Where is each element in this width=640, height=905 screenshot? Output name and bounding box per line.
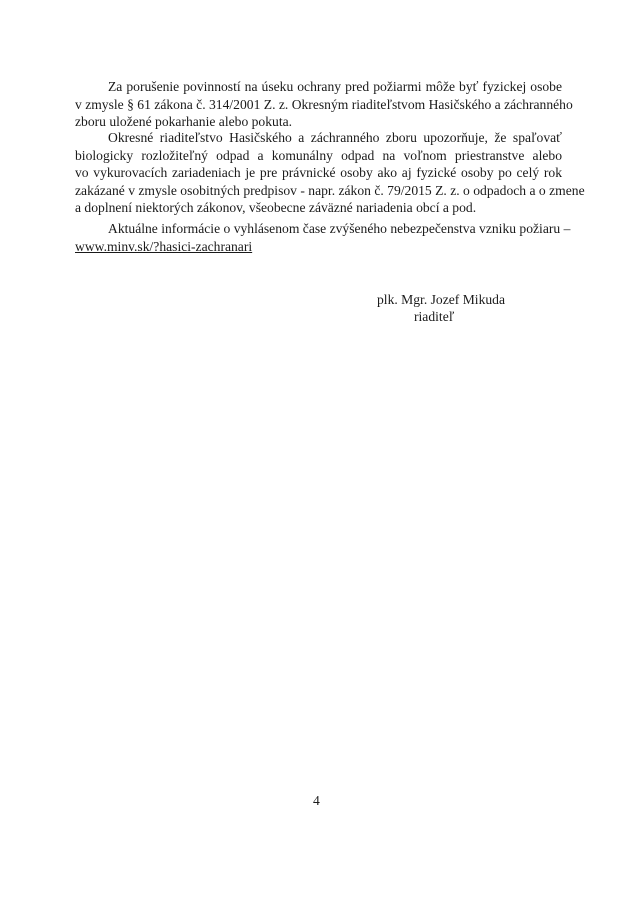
paragraph-line: Za porušenie povinností na úseku ochrany pred požiarmi môže byť fyzickej osobe [108,79,562,94]
paragraph-line [75,238,562,256]
paragraph-line: zakázané v zmysle osobitných predpisov - napr. zákon č. 79/2015 Z. z. o odpadoch a o zmene [75,182,585,198]
paragraph-line: a doplnení niektorých zákonov, všeobecne záväzné nariadenia obcí a pod. [75,200,477,216]
paragraph-line: vo vykurovacích zariadeniach je pre právnické osoby ako aj fyzické osoby po celý rok [75,165,562,181]
signature-name: plk. Mgr. Jozef Mikuda [377,292,505,307]
paragraph-line: zboru uložené pokarhanie alebo pokuta. [75,114,293,130]
paragraph-line: Okresné riaditeľstvo Hasičského a záchranného zboru upozorňuje, že spaľovať [108,130,562,145]
ministry-website-link[interactable]: www.minv.sk/?hasici-zachranari [75,238,253,254]
signature-title: riaditeľ [414,309,455,324]
paragraph-line: Aktuálne informácie o vyhlásenom čase zvýšeného nebezpečenstva vzniku požiaru – [108,221,571,236]
paragraph-info [75,220,571,255]
paragraph-line: biologicky rozložiteľný odpad a komunálny odpad na voľnom priestranstve alebo [75,147,562,163]
page-number: 4 [313,793,320,808]
paragraph-line: v zmysle § 61 zákona č. 314/2001 Z. z. Okresným riaditeľstvom Hasičského a záchranného [75,96,573,112]
paragraph-burning-ban [75,129,585,217]
paragraph-penalties [75,78,573,131]
